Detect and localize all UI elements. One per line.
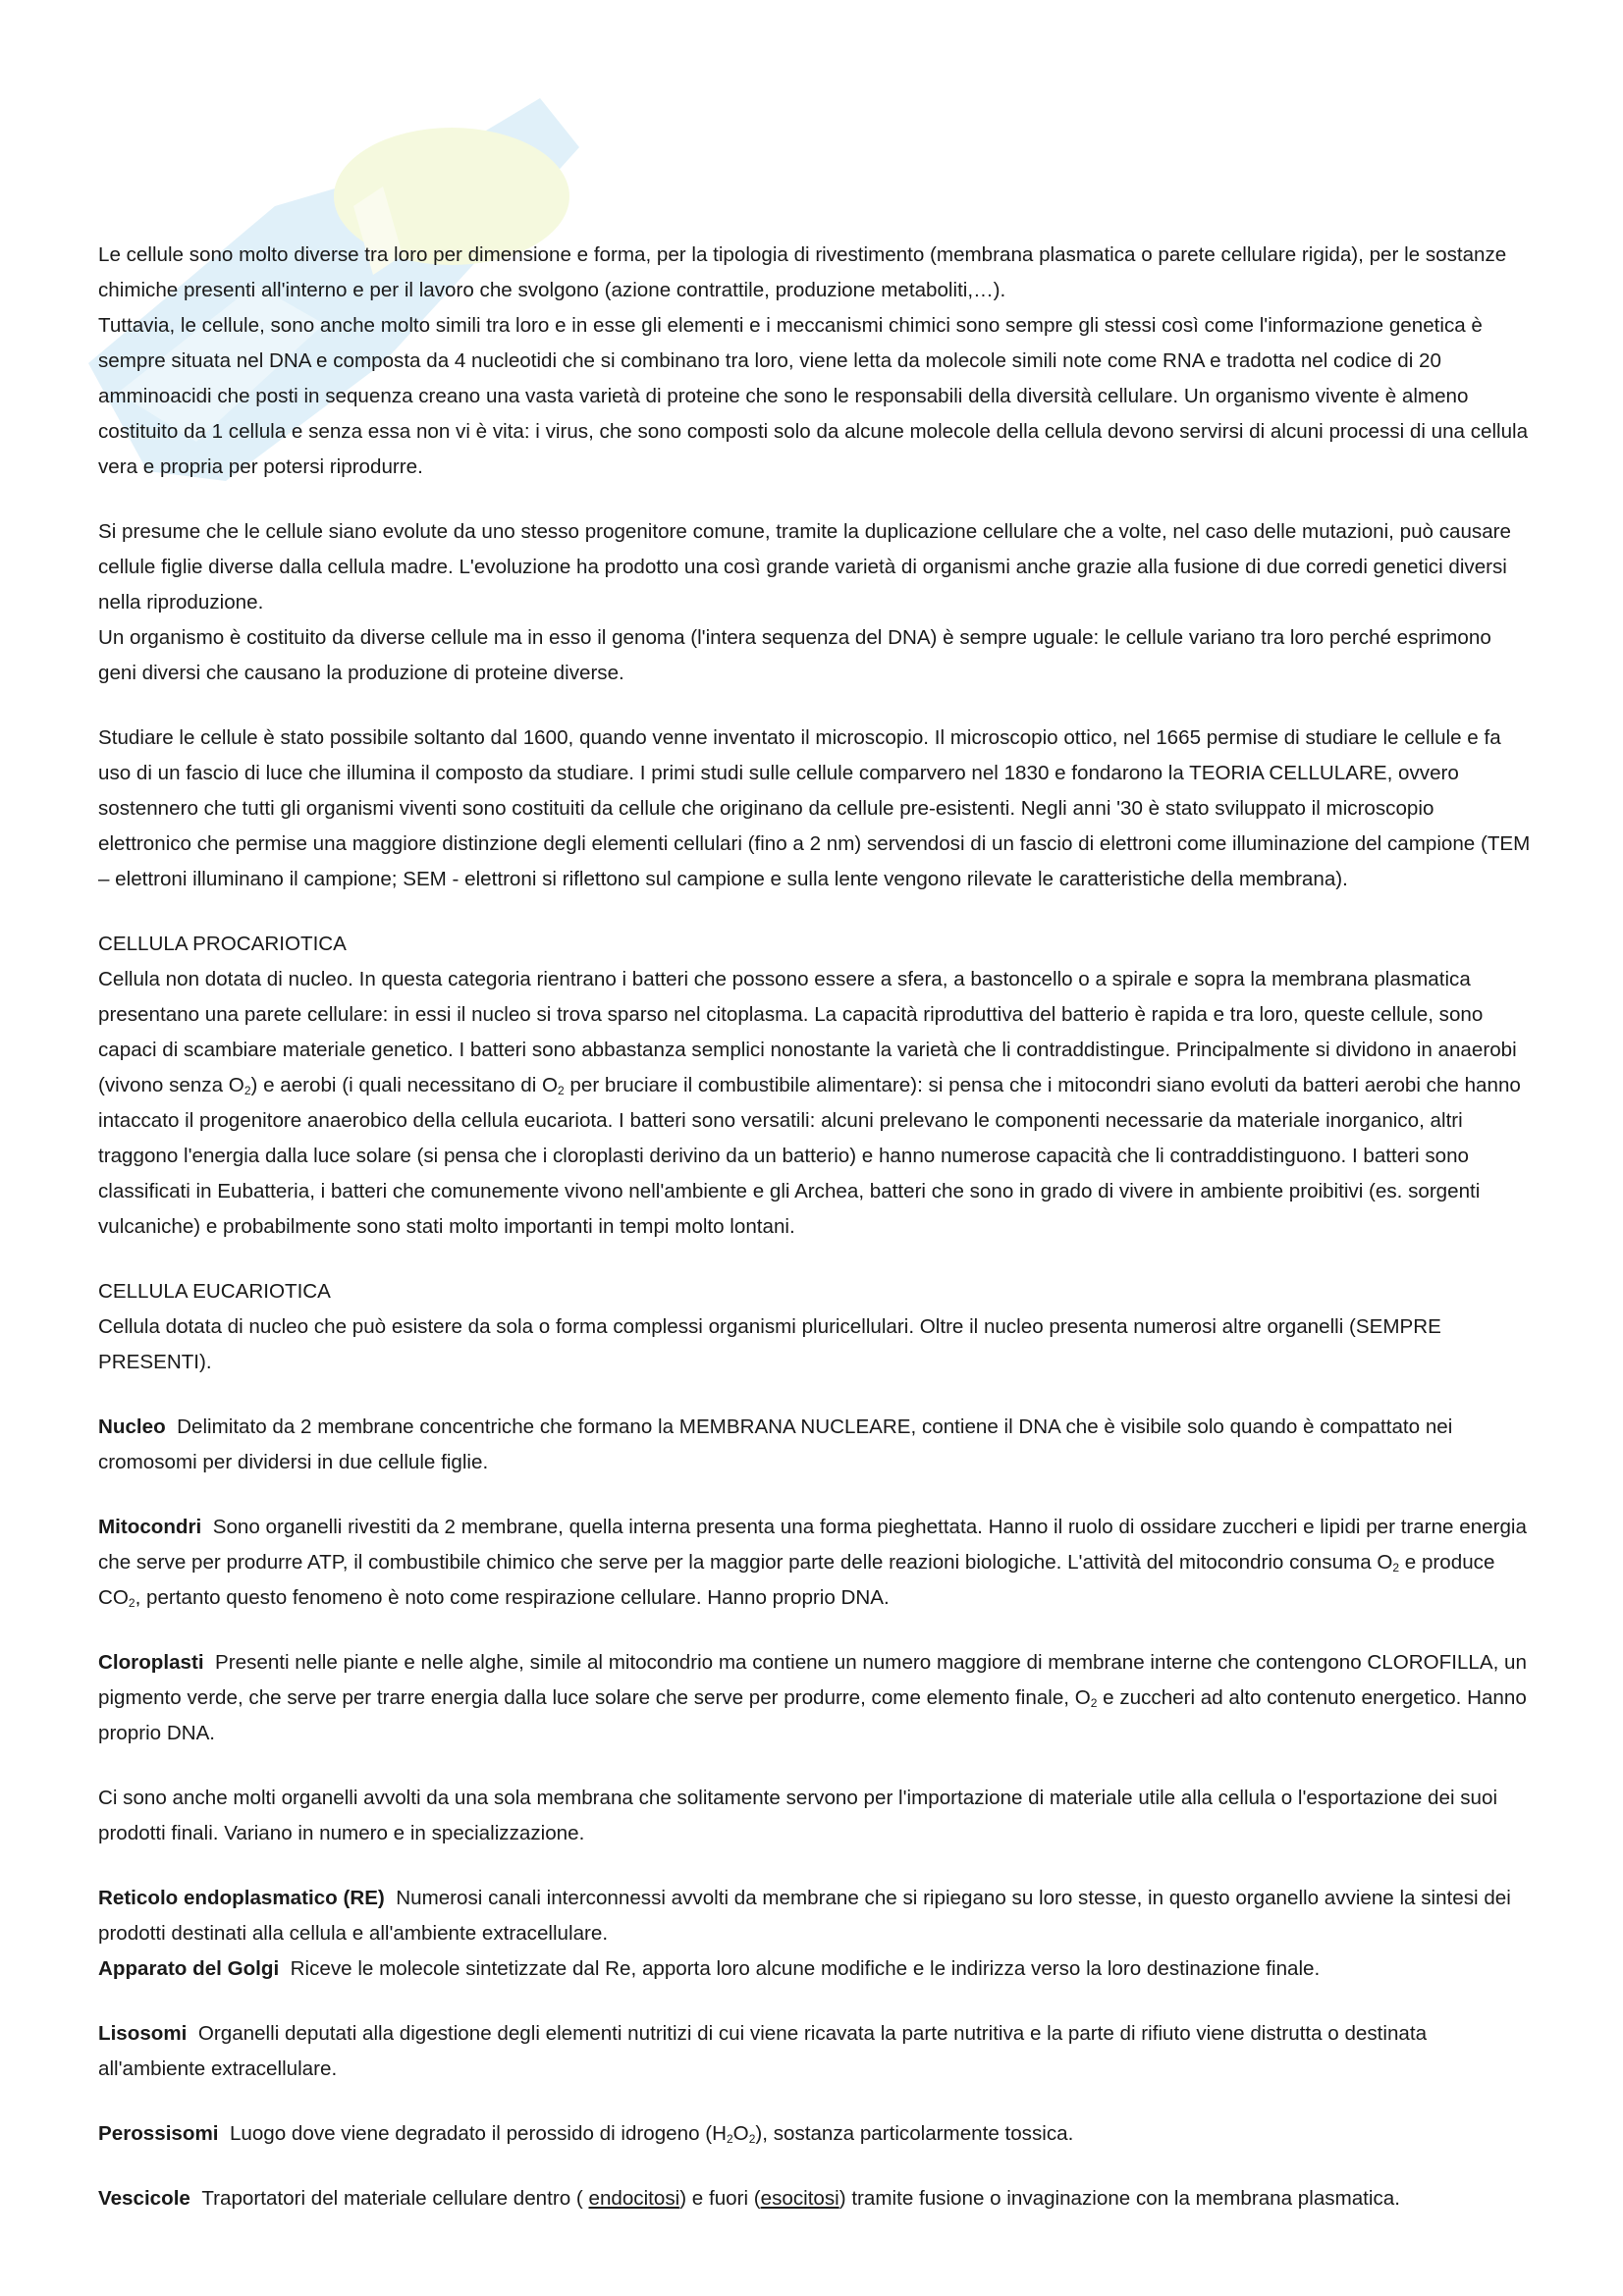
similarity-paragraph: Tuttavia, le cellule, sono anche molto simili tra loro e in esse gli elementi e i meccanismi chimici sono sempre gli stessi così come l'informazione genetica è sempre situata nel DNA e composta da 4 nucleotidi che si combinano tra loro, viene letta da molecole simili note come RNA e tradotta nel codice di 20 amminoacidi che posti in sequenza creano una vasta varietà di proteine che sono le responsabili della diversità cellulare. Un organismo vivente è almeno costituito da 1 cellula e senza essa non vi è vita: i virus, che sono composti solo da alcune molecole della cellula devono servirsi di alcuni processi di una cellula vera e propria per potersi riprodurre. (98, 314, 1529, 478)
procariotica-paragraph: Cellula non dotata di nucleo. In questa categoria rientrano i batteri che possono essere a sfera, a bastoncello o a spirale e sopra la membrana plasmatica presentano una parete cellulare: in essi il nucleo si trova sparso nel citoplasma. La capacità riproduttiva del batterio è rapida e tra loro, queste cellule, sono capaci di scambiare materiale genetico. I batteri sono abbastanza semplici nonostante la varietà che li contraddistingue. Principalmente si dividono in anaerobi (vivono senza $O_2$) e aerobi (i quali necessitano di $O_2$ per bruciare il combustibile alimentare): si pensa che i mitocondri siano evoluti da batteri aerobi che hanno intaccato il progenitore anaerobico della cellula eucariota. I batteri sono versatili: alcuni prelevano le componenti necessarie da materiale inorganico, altri traggono l'energia dalla luce solare (si pensa che i cloroplasti derivino da un batterio) e hanno numerose capacità che li contraddistinguono. I batteri sono classificati in Eubatteria, i batteri che comunemente vivono nell'ambiente e gli Archea, batteri che sono in grado di vivere in ambiente proibitivi (es. sorgenti vulcaniche) e probabilmente sono stati molto importanti in tempi molto lontani. (98, 968, 1521, 1238)
golgi-paragraph: Apparato del Golgi Riceve le molecole sintetizzate dal Re, apporta loro alcune modifiche e le indirizza verso la loro destinazione finale. (98, 1957, 1321, 1980)
cloroplasti-paragraph: Cloroplasti Presenti nelle piante e nelle alghe, simile al mitocondrio ma contiene un numero maggiore di membrane interne che contengono CLOROFILLA, un pigmento verde, che serve per trarre energia dalla luce solare che serve per produrre, come elemento finale, $O_2$ e zuccheri ad alto contenuto energetico. Hanno proprio DNA. (98, 1651, 1527, 1744)
reticolo-paragraph: Reticolo endoplasmatico (RE) Numerosi canali interconnessi avvolti da membrane che si ripiegano su loro stesse, in questo organello avviene la sintesi dei prodotti destinati alla cellula e all'ambiente extracellulare. (98, 1887, 1511, 1945)
golgi-term: Apparato del Golgi (98, 1957, 280, 1980)
endocitosi-term: endocitosi (588, 2187, 680, 2210)
perossisomi-term: Perossisomi (98, 2122, 219, 2145)
intro-paragraph: Le cellule sono molto diverse tra loro per dimensione e forma, per la tipologia di rivestimento (membrana plasmatica o parete cellulare rigida), per le sostanze chimiche presenti all'interno e per il lavoro che svolgono (azione contrattile, produzione metaboliti,…). (98, 243, 1507, 301)
vescicole-paragraph: Vescicole Traportatori del materiale cellulare dentro ( endocitosi) e fuori (esocitosi) tramite fusione o invaginazione con la membrana plasmatica. (98, 2187, 1400, 2210)
perossisomi-paragraph: Perossisomi Luogo dove viene degradato il perossido di idrogeno $(H_2O_2)$, sostanza particolarmente tossica. (98, 2122, 1074, 2146)
lisosomi-term: Lisosomi (98, 2022, 188, 2045)
nucleo-term: Nucleo (98, 1415, 166, 1438)
mitocondri-paragraph: Mitocondri Sono organelli rivestiti da 2 membrane, quella interna presenta una forma pieghettata. Hanno il ruolo di ossidare zuccheri e lipidi per trarne energia che serve per produrre ATP, il combustibile chimico che serve per la maggior parte delle reazioni biologiche. L'attività del mitocondrio consuma $O_2$ e produce $CO_2$, pertanto questo fenomeno è noto come respirazione cellulare. Hanno proprio DNA. (98, 1516, 1527, 1610)
mitocondri-term: Mitocondri (98, 1516, 202, 1538)
organelli-paragraph: Ci sono anche molti organelli avvolti da una sola membrana che solitamente servono per l'importazione di materiale utile alla cellula o l'esportazione dei suoi prodotti finali. Variano in numero e in specializzazione. (98, 1787, 1498, 1844)
cloroplasti-term: Cloroplasti (98, 1651, 204, 1674)
reticolo-term: Reticolo endoplasmatico (RE) (98, 1887, 385, 1909)
eucariotica-paragraph: Cellula dotata di nucleo che può esistere da sola o forma complessi organismi pluricellulari. Oltre il nucleo presenta numerosi altre organelli (SEMPRE PRESENTI). (98, 1315, 1441, 1373)
vescicole-term: Vescicole (98, 2187, 190, 2210)
genome-paragraph: Un organismo è costituito da diverse cellule ma in esso il genoma (l'intera sequenza del DNA) è sempre uguale: le cellule variano tra loro perché esprimono geni diversi che causano la produzione di proteine diverse. (98, 626, 1491, 684)
esocitosi-term: esocitosi (760, 2187, 839, 2210)
microscope-paragraph: Studiare le cellule è stato possibile soltanto dal 1600, quando venne inventato il microscopio. Il microscopio ottico, nel 1665 permise di studiare le cellule e fa uso di un fascio di luce che illumina il composto da studiare. I primi studi sulle cellule comparvero nel 1830 e fondarono la TEORIA CELLULARE, ovvero sostennero che tutti gli organismi viventi sono costituiti da cellule che originano da cellule pre-esistenti. Negli anni '30 è stato sviluppato il microscopio elettronico che permise una maggiore distinzione degli elementi cellulari (fino a 2 nm) servendosi di un fascio di elettroni come illuminazione del campione (TEM – elettroni illuminano il campione; SEM - elettroni si riflettono sul campione e sulla lente vengono rilevate le caratteristiche della membrana). (98, 726, 1531, 890)
lisosomi-paragraph: Lisosomi Organelli deputati alla digestione degli elementi nutritizi di cui viene ricavata la parte nutritiva e la parte di rifiuto viene distrutta o destinata all'ambiente extracellulare. (98, 2022, 1428, 2080)
procariotica-heading: CELLULA PROCARIOTICA (98, 933, 347, 955)
eucariotica-heading: CELLULA EUCARIOTICA (98, 1280, 331, 1303)
document-page (98, 238, 1532, 2216)
nucleo-paragraph: Nucleo Delimitato da 2 membrane concentriche che formano la MEMBRANA NUCLEARE, contiene il DNA che è visibile solo quando è compattato nei cromosomi per dividersi in due cellule figlie. (98, 1415, 1453, 1473)
evolution-paragraph: Si presume che le cellule siano evolute da uno stesso progenitore comune, tramite la duplicazione cellulare che a volte, nel caso delle mutazioni, può causare cellule figlie diverse dalla cellula madre. L'evoluzione ha prodotto una così grande varietà di organismi anche grazie alla fusione di due corredi genetici diversi nella riproduzione. (98, 520, 1511, 614)
